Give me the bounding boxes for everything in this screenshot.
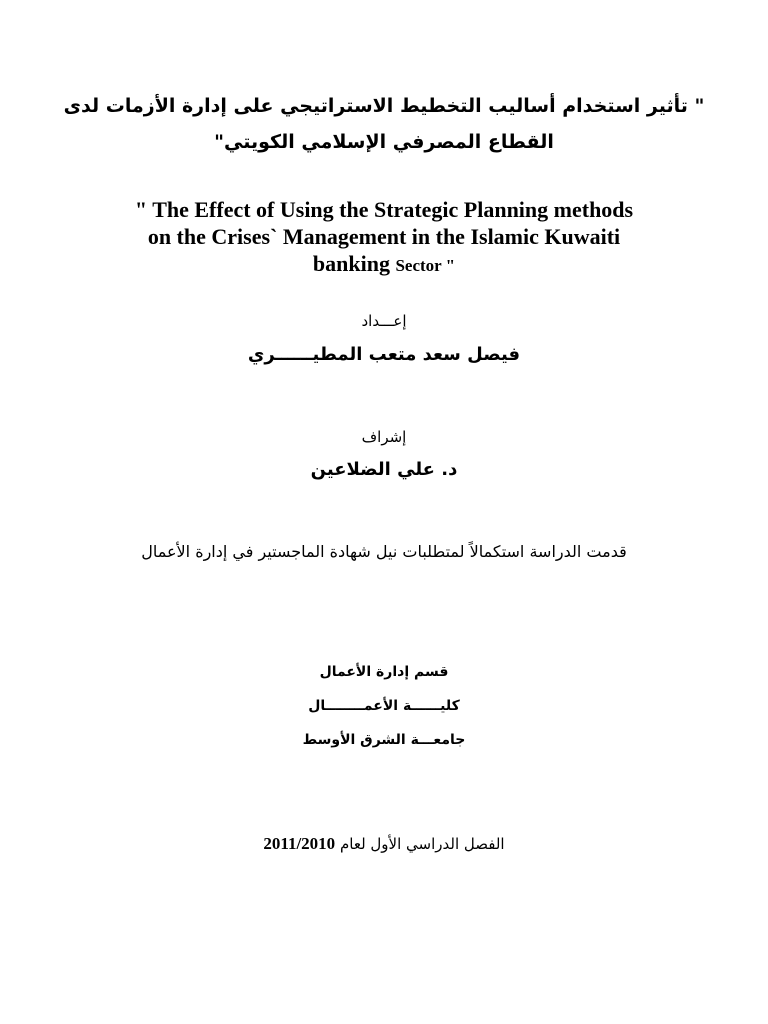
submission-statement: قدمت الدراسة استكمالاً لمتطلبات نيل شهادة الماجستير في إدارة الأعمال xyxy=(141,542,627,561)
arabic-title-line-1: " تأثير استخدام أساليب التخطيط الاستراتيجي على إدارة الأزمات لدى xyxy=(63,95,705,117)
preparation-label: إعـــداد xyxy=(361,312,407,330)
english-title-line-2: on the Crises` Management in the Islamic Kuwaiti xyxy=(147,224,621,249)
arabic-title-line-2: القطاع المصرفي الإسلامي الكويتي" xyxy=(214,131,554,153)
semester-line xyxy=(0,834,768,854)
english-title-line-3-main: banking xyxy=(312,251,396,276)
supervisor-name: د. علي الضلاعين xyxy=(310,459,458,480)
semester-text: الفصل الدراسي الأول لعام xyxy=(339,835,505,853)
english-title-line-3 xyxy=(0,250,768,279)
semester-year: 2011/2010 xyxy=(263,834,336,853)
author-name: فيصل سعد متعب المطيــــــري xyxy=(247,344,521,365)
department-name: قسم إدارة الأعمال xyxy=(319,664,449,680)
faculty-name: كليــــــة الأعمــــــــال xyxy=(308,698,460,714)
english-title xyxy=(0,196,768,279)
english-title-line-1: " The Effect of Using the Strategic Planning methods xyxy=(134,197,634,222)
supervision-label: إشراف xyxy=(361,428,407,446)
university-name: جامعـــة الشرق الأوسط xyxy=(302,732,466,748)
english-title-line-3-small: Sector " xyxy=(395,256,456,275)
